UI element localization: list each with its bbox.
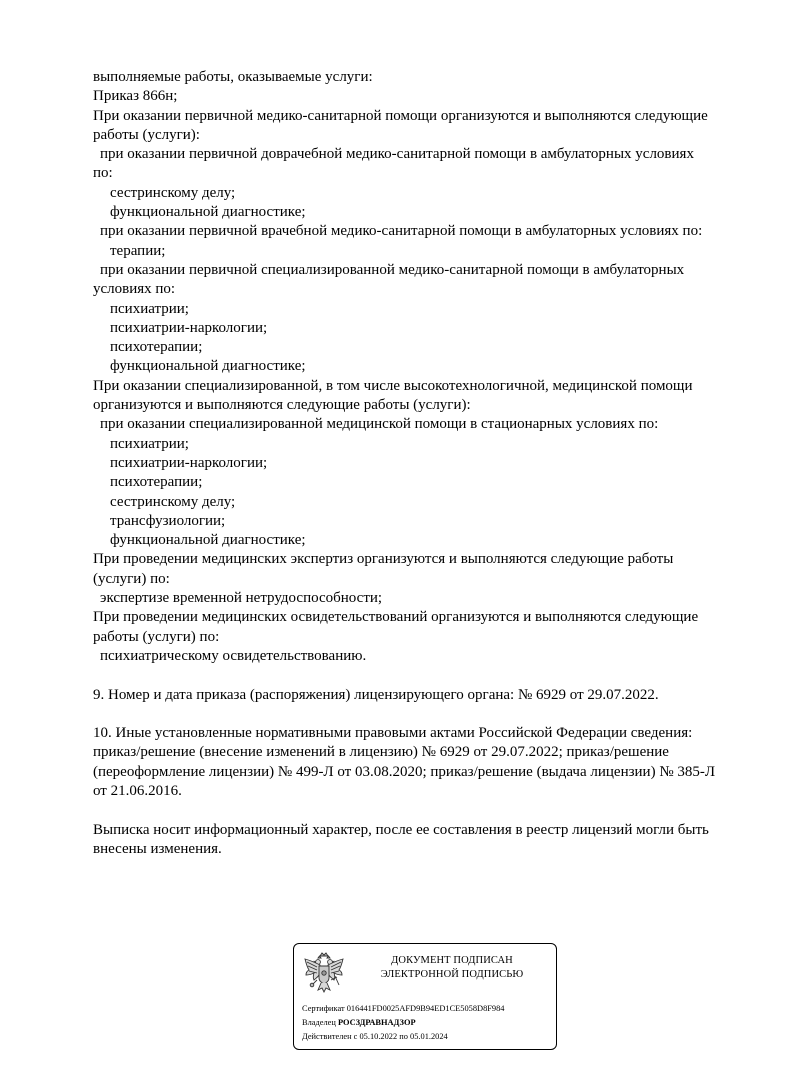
text-line: условиях по: xyxy=(93,281,176,298)
stamp-heading xyxy=(354,954,550,982)
text-line: психиатрии; xyxy=(110,300,189,317)
text-line: организуются и выполняются следующие работы (услуги): xyxy=(93,397,471,414)
stamp-details xyxy=(302,1002,504,1044)
text-line: психотерапии; xyxy=(110,339,203,356)
certificate-label: Сертификат xyxy=(302,1004,345,1013)
text-line: работы (услуги) по: xyxy=(93,628,220,645)
text-line: выполняемые работы, оказываемые услуги: xyxy=(93,69,373,85)
validity-row: Действителен с 05.10.2022 по 05.01.2024 xyxy=(302,1032,448,1041)
blank-line xyxy=(93,705,763,724)
stamp-heading-line2: ЭЛЕКТРОННОЙ ПОДПИСЬЮ xyxy=(380,969,524,980)
text-line: приказ/решение (внесение изменений в лицензию) № 6929 от 29.07.2022; приказ/решение xyxy=(93,744,669,761)
text-line: по: xyxy=(93,165,113,182)
text-line: Приказ 866н; xyxy=(93,88,178,105)
text-line: работы (услуги): xyxy=(93,126,200,143)
text-line: при оказании первичной врачебной медико-санитарной помощи в амбулаторных условиях по: xyxy=(100,223,703,240)
text-line: при оказании первичной доврачебной медико-санитарной помощи в амбулаторных условиях xyxy=(100,146,694,163)
text-line: При оказании специализированной, в том числе высокотехнологичной, медицинской помощи xyxy=(93,377,693,394)
text-line: При проведении медицинских освидетельствований организуются и выполняются следующие xyxy=(93,609,699,626)
text-line: при оказании специализированной медицинской помощи в стационарных условиях по: xyxy=(100,416,659,433)
text-line: психиатрии; xyxy=(110,435,189,452)
text-line: сестринскому делу; xyxy=(110,493,236,510)
text-line: При оказании первичной медико-санитарной помощи организуются и выполняются следующие xyxy=(93,107,708,124)
text-line: трансфузиологии; xyxy=(110,512,226,529)
russian-coat-of-arms-icon xyxy=(302,950,346,996)
text-line: психотерапии; xyxy=(110,474,203,491)
text-line: (услуги) по: xyxy=(93,570,170,587)
owner-value: РОСЗДРАВНАДЗОР xyxy=(337,1018,416,1027)
blank-line xyxy=(93,666,763,685)
text-line: экспертизе временной нетрудоспособности; xyxy=(100,590,383,607)
certificate-row xyxy=(302,1002,504,1016)
text-line: 10. Иные установленные нормативными правовыми актами Российской Федерации сведения: xyxy=(93,725,693,742)
text-line: функциональной диагностике; xyxy=(110,204,306,221)
electronic-signature-stamp xyxy=(293,943,557,1050)
owner-label: Владелец xyxy=(302,1018,336,1027)
text-line: при оказании первичной специализированной медико-санитарной помощи в амбулаторных xyxy=(100,261,685,278)
certificate-value: 016441FD0025AFD9B94ED1CE5058D8F984 xyxy=(346,1004,505,1013)
text-line: психиатрии-наркологии; xyxy=(110,319,268,336)
license-extract-text xyxy=(93,68,763,859)
text-line: психиатрическому освидетельствованию. xyxy=(100,647,367,664)
text-line: (переоформление лицензии) № 499-Л от 03.08.2020; приказ/решение (выдача лицензии) № 385-Л xyxy=(93,763,716,780)
text-line: сестринскому делу; xyxy=(110,184,236,201)
text-line: от 21.06.2016. xyxy=(93,782,182,799)
text-line: функциональной диагностике; xyxy=(110,358,306,375)
text-line: внесены изменения. xyxy=(93,840,222,857)
text-line: 9. Номер и дата приказа (распоряжения) лицензирующего органа: № 6929 от 29.07.2022. xyxy=(93,686,659,703)
stamp-heading-line1: ДОКУМЕНТ ПОДПИСАН xyxy=(391,955,513,966)
owner-row xyxy=(302,1016,504,1030)
text-line: терапии; xyxy=(110,242,166,259)
blank-line xyxy=(93,801,763,820)
text-line: Выписка носит информационный характер, после ее составления в реестр лицензий могли быть xyxy=(93,821,709,838)
text-line: При проведении медицинских экспертиз организуются и выполняются следующие работы xyxy=(93,551,674,568)
text-line: психиатрии-наркологии; xyxy=(110,454,268,471)
text-line: функциональной диагностике; xyxy=(110,532,306,549)
